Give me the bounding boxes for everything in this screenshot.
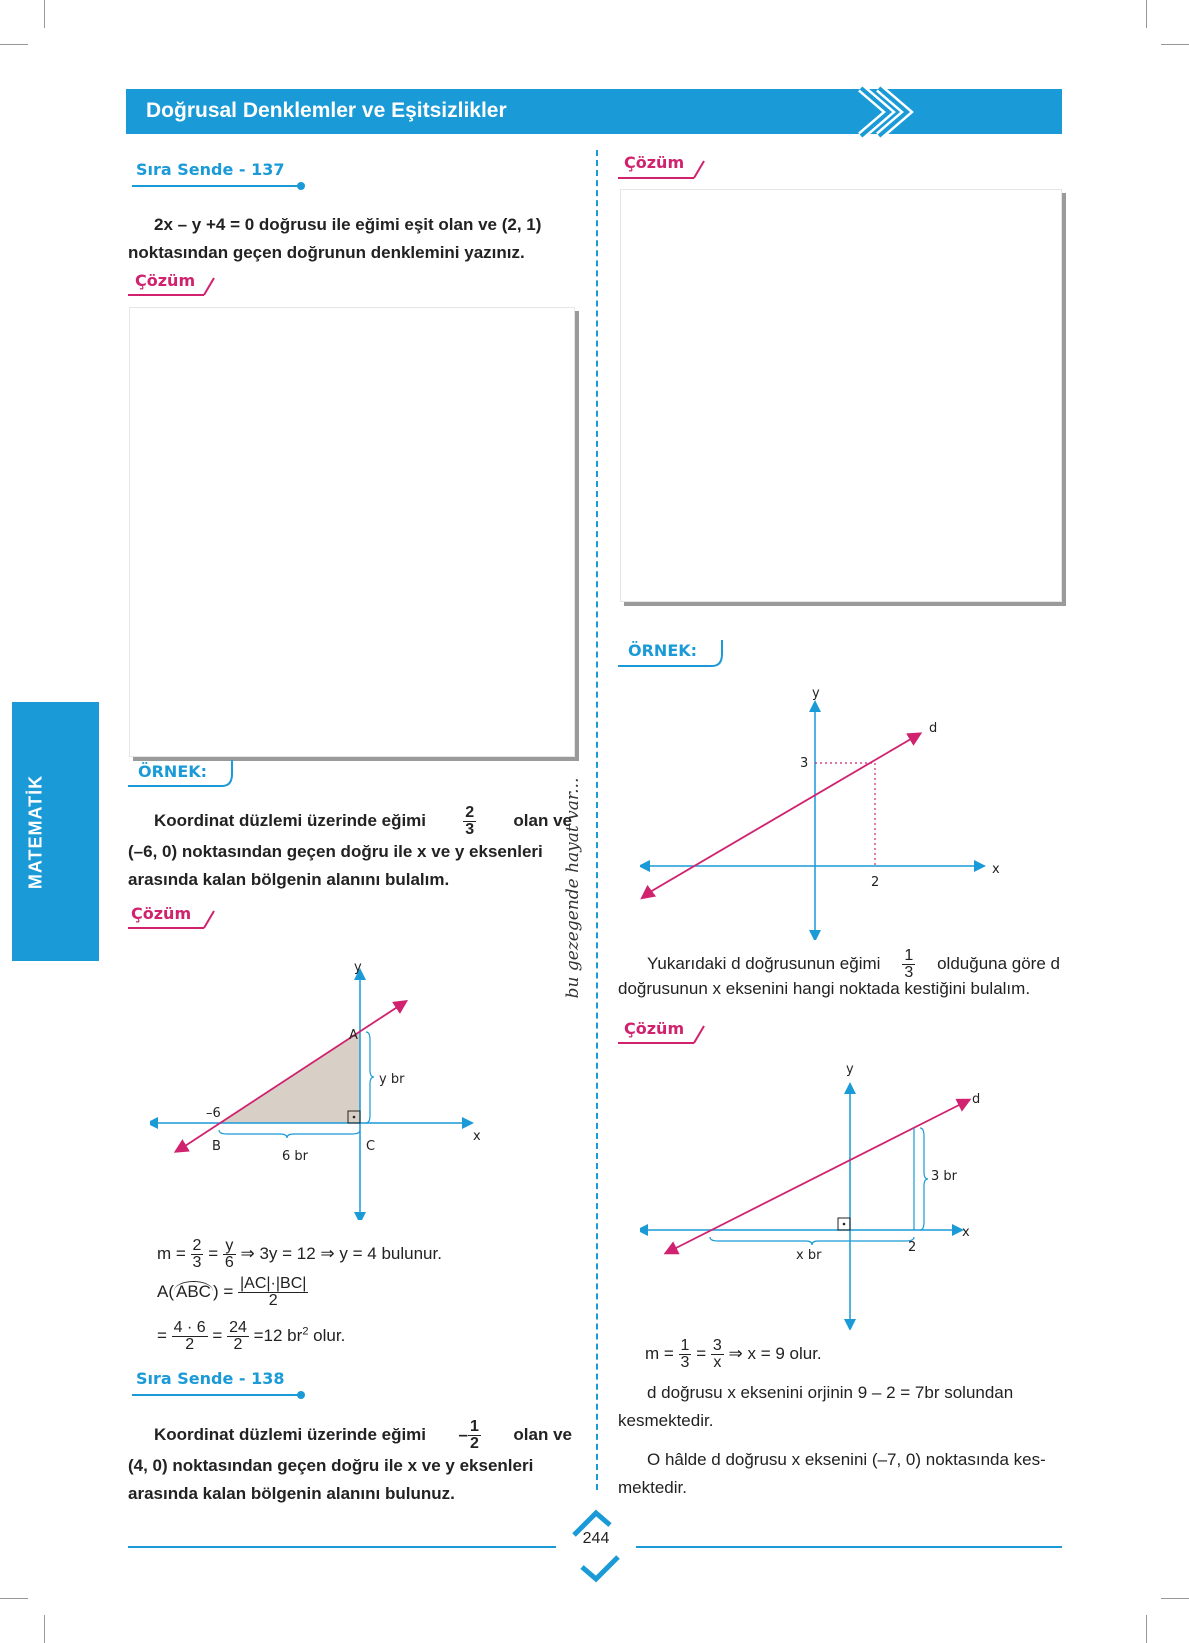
minus-six-label: –6: [206, 1106, 221, 1121]
slogan-text: bu gezegende hayat var...: [559, 778, 587, 999]
footer-line-left: [128, 1546, 556, 1548]
y-brace: [366, 1032, 374, 1123]
solution-para1-line2: kesmektedir.: [618, 1411, 714, 1430]
point-a-label: A: [349, 1028, 358, 1043]
cozum-label: Çözüm: [624, 153, 685, 172]
line-d: [676, 1102, 965, 1248]
ornek-2-line1: Yukarıdaki d doğrusunun eğimi $\frac{1}{3}$ olduğuna göre d: [647, 946, 1060, 981]
subject-label: MATEMATİK: [25, 774, 46, 890]
cozum-underline: [618, 1042, 694, 1044]
cozum-slash-icon: [202, 276, 216, 296]
underline-dot: [297, 1391, 305, 1399]
crop-mark: [0, 1598, 28, 1599]
cozum-slash-icon: [202, 909, 216, 929]
cozum-underline: [618, 177, 694, 179]
heading-underline: [132, 1394, 302, 1396]
six-br-label: 6 br: [282, 1149, 308, 1164]
crop-mark: [44, 0, 45, 28]
cozum-underline: [128, 927, 204, 929]
line-d: [185, 1004, 405, 1146]
three-br-label: 3 br: [931, 1169, 957, 1184]
solution-para2-line1: O hâlde d doğrusu x eksenini (–7, 0) noktasında kes-: [647, 1450, 1046, 1469]
cozum-label: Çözüm: [624, 1019, 685, 1038]
x-br-label: x br: [796, 1248, 822, 1263]
heading-underline: [132, 185, 302, 187]
line-d-graph: [640, 690, 1010, 940]
column-divider: [596, 150, 598, 1490]
ornek-1-line2: (–6, 0) noktasından geçen doğru ile x ve y eksenleri: [128, 842, 543, 861]
crop-mark: [1161, 44, 1189, 45]
exercise-138-line1: Koordinat düzlemi üzerinde eğimi – $\frac{1}{2}$ olan ve: [154, 1417, 572, 1452]
cozum-label: Çözüm: [131, 904, 192, 923]
y-three-label: 3: [800, 756, 809, 771]
solution-area-formula: A( ABC ) = $\frac{|AC|\cdot|BC|}{2}$: [157, 1275, 307, 1309]
crop-mark: [0, 44, 28, 45]
graph-y-label: y: [354, 960, 362, 975]
cozum-label: Çözüm: [135, 271, 196, 290]
cozum-slash-icon: [692, 1024, 706, 1044]
graph-x-label: x: [992, 862, 1000, 877]
crop-mark: [1146, 1615, 1147, 1643]
point-b-label: B: [212, 1139, 221, 1154]
graph-x-label: x: [473, 1129, 481, 1144]
cozum-slash-icon: [692, 159, 706, 179]
ornek-1-text-after: olan ve: [513, 811, 572, 830]
double-chevron-icon: [855, 84, 915, 140]
solution-slope-line: m = $\frac{2}{3}$ = $\frac{y}{6}$ ⇒ 3y = 12 ⇒ y = 4 bulunur.: [157, 1237, 442, 1271]
line-d: [650, 736, 916, 892]
point-c-label: C: [366, 1139, 376, 1154]
solution-para2-line2: mektedir.: [618, 1478, 687, 1497]
x-brace: [219, 1130, 360, 1138]
x-two-label: 2: [908, 1240, 917, 1255]
crop-mark: [1161, 1598, 1189, 1599]
ornek-1-line3: arasında kalan bölgenin alanını bulalım.: [128, 870, 450, 889]
line-d-label: d: [929, 721, 938, 736]
ornek-2-heading: ÖRNEK:: [628, 641, 698, 660]
height-brace: [920, 1128, 928, 1230]
sira-sende-138-heading: Sıra Sende - 138: [136, 1369, 285, 1388]
ornek-bracket: [126, 756, 236, 790]
solution-slope-line: m = $\frac{1}{3}$ = $\frac{3}{x}$ ⇒ x = 9 olur.: [645, 1337, 822, 1371]
solution-area-result: = $\frac{4 \cdot 6}{2}$ = $\frac{24}{2}$ =12 $br^2$ olur.: [157, 1319, 346, 1353]
graph-y-label: y: [812, 686, 820, 701]
sira-sende-137-heading: Sıra Sende - 137: [136, 160, 285, 179]
x-two-label: 2: [871, 875, 880, 890]
solution-box-137[interactable]: [129, 307, 575, 757]
exercise-138-line3: arasında kalan bölgenin alanını bulunuz.: [128, 1484, 455, 1503]
graph-x-label: x: [962, 1225, 970, 1240]
page-number: 244: [582, 1530, 610, 1547]
y-br-label: y br: [379, 1072, 405, 1087]
triangle-graph: [150, 950, 480, 1220]
x-br-brace: [710, 1237, 914, 1245]
exercise-137-line1: 2x – y +4 = 0 doğrusu ile eğimi eşit olan ve (2, 1): [154, 215, 542, 234]
line-d-label: d: [972, 1092, 981, 1107]
crop-mark: [1146, 0, 1147, 28]
ornek-2-line2: doğrusunun x eksenini hangi noktada kestiğini bulalım.: [618, 979, 1031, 998]
exercise-137-line2: noktasından geçen doğrunun denklemini yazınız.: [128, 243, 525, 262]
ornek-1-heading: ÖRNEK:: [138, 762, 208, 781]
solution-para1-line1: d doğrusu x eksenini orjinin 9 – 2 = 7br solundan: [647, 1383, 1014, 1402]
exercise-138-line2: (4, 0) noktasından geçen doğru ile x ve y eksenleri: [128, 1456, 534, 1475]
ornek-bracket: [616, 636, 726, 670]
slope-fraction: $\frac{2}{3}$: [465, 803, 475, 838]
ornek-1-line1: [154, 801, 572, 841]
solution-box-137-continued[interactable]: [620, 189, 1062, 602]
cozum-underline: [128, 294, 204, 296]
chapter-title: Doğrusal Denklemler ve Eşitsizlikler: [146, 99, 507, 122]
footer-line-right: [636, 1546, 1062, 1548]
graph-y-label: y: [846, 1062, 854, 1077]
underline-dot: [297, 182, 305, 190]
ornek-1-text-before: Koordinat düzlemi üzerinde eğimi: [154, 811, 427, 830]
crop-mark: [44, 1615, 45, 1643]
intercept-graph: [640, 1070, 990, 1330]
